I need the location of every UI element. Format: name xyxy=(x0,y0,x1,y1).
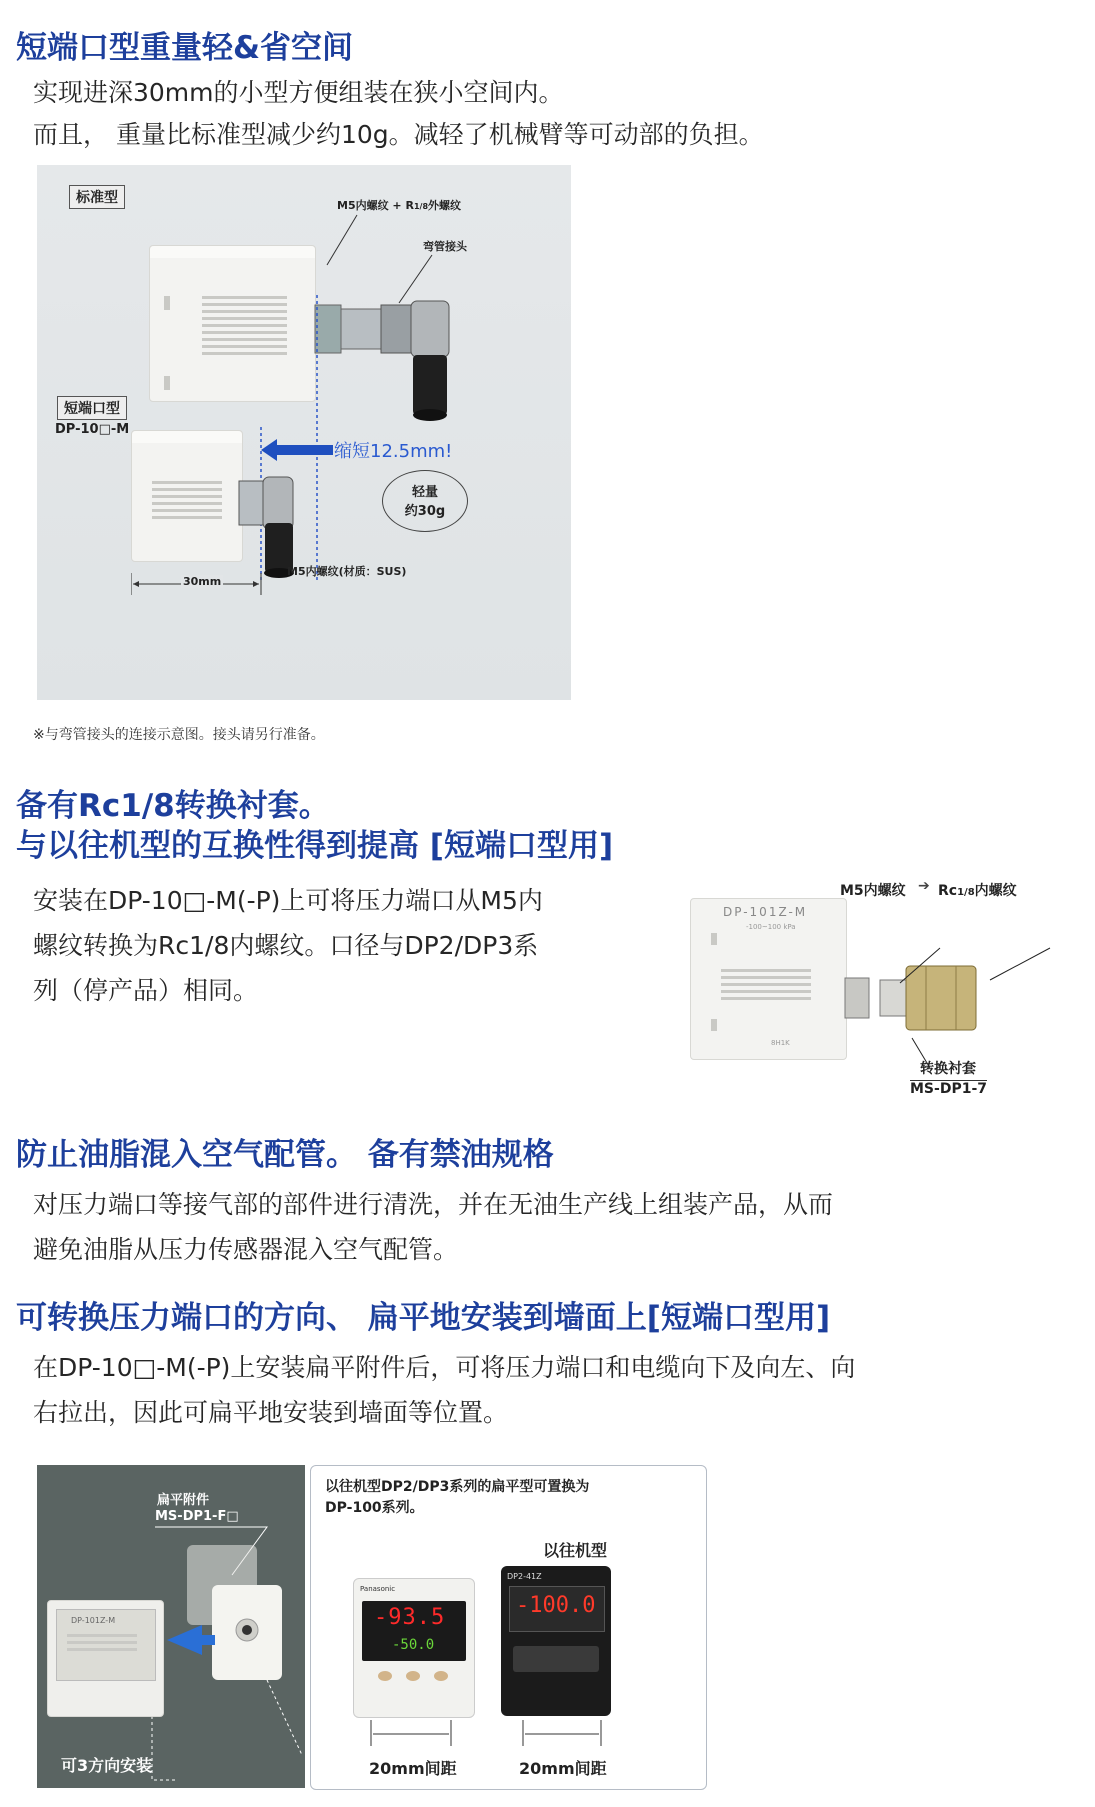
section2-paragraph-line1: 安装在DP-10□-M(-P)上可将压力端口从M5内 xyxy=(33,886,543,915)
section2-heading-line2: 与以往机型的互换性得到提高 [短端口型用] xyxy=(16,828,614,864)
thread-to-label: Rc1/8内螺纹 xyxy=(938,883,1017,899)
section1-heading: 短端口型重量轻&省空间 xyxy=(16,30,354,66)
thread-conversion-arrow-icon: ➔ xyxy=(918,878,930,894)
bushing-figure xyxy=(690,878,1070,1108)
bushing-label: 转换衬套 xyxy=(920,1061,976,1077)
dp-100-sensor: Panasonic -93.5 -50.0 xyxy=(353,1578,475,1718)
m5-thread-label: M5内螺纹(材质：SUS) xyxy=(287,565,407,578)
comparison-title-line1: 以往机型DP2/DP3系列的扁平型可置换为 xyxy=(325,1479,590,1495)
section3-paragraph-line1: 对压力端口等接气部的部件进行清洗，并在无油生产线上组装产品，从而 xyxy=(33,1190,834,1219)
depth-label: 30mm xyxy=(183,575,222,588)
elbow-label: 弯管接头 xyxy=(423,240,467,253)
short-port-sensor-body xyxy=(131,430,243,562)
flat-attachment-figure xyxy=(37,1465,305,1788)
section2-paragraph-line2: 螺纹转换为Rc1/8内螺纹。口径与DP2/DP3系 xyxy=(33,931,539,960)
model-number: DP-10□-M xyxy=(55,422,130,437)
dp-101z-sensor-body: DP-101Z-M -100~100 kPa 8H1K xyxy=(690,898,847,1060)
section3-paragraph-line2: 避免油脂从压力传感器混入空气配管。 xyxy=(33,1235,459,1264)
old-model-label: 以往机型 xyxy=(543,1541,608,1560)
section1-paragraph-1: 实现进深30mm的小型方便组装在狭小空间内。 xyxy=(33,78,564,107)
dp-101z-sensor-front: DP-101Z-M xyxy=(47,1600,164,1717)
dp2-sensor: DP2-41Z -100.0 xyxy=(501,1566,611,1716)
section2-heading-line1: 备有Rc1/8转换衬套。 xyxy=(16,788,330,824)
old-gap-label: 20mm间距 xyxy=(519,1759,607,1778)
shorten-label: 缩短12.5mm! xyxy=(334,441,453,462)
three-direction-caption: 可3方向安装 xyxy=(61,1756,153,1775)
comparison-title-line2: DP-100系列。 xyxy=(325,1500,424,1516)
section3-heading: 防止油脂混入空气配管。 备有禁油规格 xyxy=(16,1137,554,1173)
shorten-arrow-icon xyxy=(261,437,341,463)
section2-paragraph-line3: 列（停产品）相同。 xyxy=(33,976,259,1005)
thread-label: M5内螺纹 + R1/8外螺纹 xyxy=(337,199,462,212)
attachment-label: 扁平附件 xyxy=(157,1493,210,1508)
thread-from-label: M5内螺纹 xyxy=(840,883,906,899)
gap-dimension-lines xyxy=(311,1716,706,1756)
section4-heading: 可转换压力端口的方向、 扁平地安装到墙面上[短端口型用] xyxy=(16,1300,831,1336)
lightweight-badge: 轻量 约30g xyxy=(382,470,468,532)
bushing-icon xyxy=(840,918,1070,1078)
standard-type-tag: 标准型 xyxy=(69,185,125,209)
short-port-type-tag: 短端口型 xyxy=(57,396,127,420)
section1-paragraph-2: 而且， 重量比标准型减少约10g。减轻了机械臂等可动部的负担。 xyxy=(33,120,764,149)
section4-paragraph-line1: 在DP-10□-M(-P)上安装扁平附件后，可将压力端口和电缆向下及向左、向 xyxy=(33,1353,856,1382)
section1-note: ※与弯管接头的连接示意图。接头请另行准备。 xyxy=(33,727,325,743)
attachment-model: MS-DP1-F□ xyxy=(155,1509,239,1524)
replacement-comparison-figure xyxy=(310,1465,707,1790)
section4-paragraph-line2: 右拉出，因此可扁平地安装到墙面等位置。 xyxy=(33,1398,509,1427)
new-gap-label: 20mm间距 xyxy=(369,1759,457,1778)
short-port-comparison-figure xyxy=(37,165,571,700)
bushing-model: MS-DP1-7 xyxy=(910,1081,987,1097)
